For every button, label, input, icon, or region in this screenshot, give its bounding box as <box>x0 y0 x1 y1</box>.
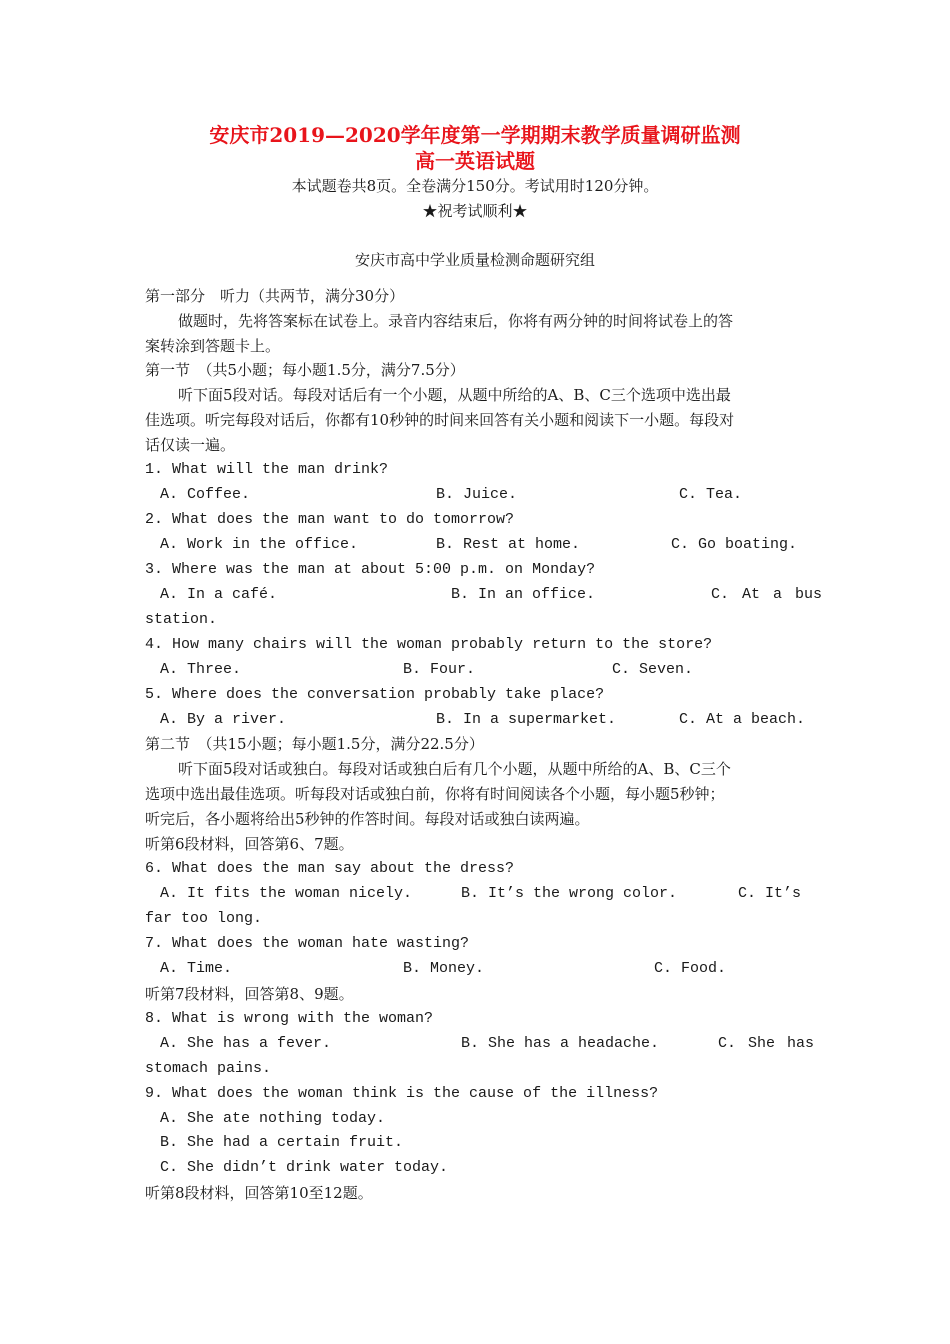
option-a: A. Work in the office. <box>160 536 359 553</box>
option-b: B. Juice. <box>436 486 518 503</box>
question-stem: 9. What does the woman think is the cause of the illness? <box>145 1085 659 1102</box>
option-a: A. It fits the woman nicely. <box>160 885 413 902</box>
exam-wish: ★祝考试顺利★ <box>422 202 528 220</box>
option-c-continued: far too long. <box>145 910 263 927</box>
option-c: C. At a bus <box>711 586 823 603</box>
option-a: A. In a café. <box>160 586 278 603</box>
option-c: C. It’s <box>738 885 802 902</box>
option-a: A. By a river. <box>160 711 287 728</box>
material-heading: 听第8段材料，回答第10至12题。 <box>145 1184 373 1202</box>
option-a: A. Coffee. <box>160 486 251 503</box>
option-c: C. Food. <box>654 960 727 977</box>
question-stem: 8. What is wrong with the woman? <box>145 1010 434 1027</box>
option-c-continued: station. <box>145 611 218 628</box>
exam-subtitle: 高一英语试题 <box>415 149 535 173</box>
section1-intro-line: 话仅读一遍。 <box>145 436 236 454</box>
option-b: B. Money. <box>403 960 485 977</box>
option-a: A. Three. <box>160 661 242 678</box>
part1-intro-line: 案转涂到答题卡上。 <box>145 337 281 355</box>
option-c-continued: stomach pains. <box>145 1060 272 1077</box>
option-b: B. In a supermarket. <box>436 711 617 728</box>
exam-info: 本试题卷共8页。全卷满分150分。考试用时120分钟。 <box>291 177 659 195</box>
option-b: B. She had a certain fruit. <box>160 1134 404 1151</box>
option-b: B. In an office. <box>451 586 596 603</box>
section2-intro-line: 听下面5段对话或独白。每段对话或独白后有几个小题，从题中所给的A、B、C三个 <box>178 760 731 778</box>
question-stem: 3. Where was the man at about 5:00 p.m. on Monday? <box>145 561 596 578</box>
section1-intro-line: 听下面5段对话。每段对话后有一个小题，从题中所给的A、B、C三个选项中选出最 <box>178 386 731 404</box>
option-b: B. Rest at home. <box>436 536 581 553</box>
section1-heading: 第一节 （共5小题；每小题1.5分，满分7.5分） <box>145 361 465 379</box>
question-stem: 1. What will the man drink? <box>145 461 389 478</box>
question-stem: 5. Where does the conversation probably take place? <box>145 686 605 703</box>
section2-heading: 第二节 （共15小题；每小题1.5分，满分22.5分） <box>145 735 484 753</box>
part1-heading: 第一部分 听力（共两节，满分30分） <box>145 287 405 305</box>
option-c: C. She has <box>718 1035 815 1052</box>
question-stem: 6. What does the man say about the dress? <box>145 860 515 877</box>
option-a: A. She has a fever. <box>160 1035 332 1052</box>
option-b: B. It’s the wrong color. <box>461 885 678 902</box>
part1-intro-line: 做题时，先将答案标在试卷上。录音内容结束后，你将有两分钟的时间将试卷上的答 <box>178 312 734 330</box>
option-a: A. Time. <box>160 960 233 977</box>
section2-intro-line: 听完后，各小题将给出5秒钟的作答时间。每段对话或独白读两遍。 <box>145 810 590 828</box>
option-c: C. Go boating. <box>671 536 798 553</box>
question-stem: 2. What does the man want to do tomorrow? <box>145 511 515 528</box>
exam-organization: 安庆市高中学业质量检测命题研究组 <box>354 251 595 269</box>
option-c: C. Tea. <box>679 486 743 503</box>
option-c: C. She didn’t drink water today. <box>160 1159 449 1176</box>
exam-title: 安庆市2019—2020学年度第一学期期末教学质量调研监测 <box>209 123 741 147</box>
option-a: A. She ate nothing today. <box>160 1110 386 1127</box>
material-heading: 听第7段材料，回答第8、9题。 <box>145 985 354 1003</box>
question-stem: 4. How many chairs will the woman probably return to the store? <box>145 636 713 653</box>
option-c: C. Seven. <box>612 661 694 678</box>
question-stem: 7. What does the woman hate wasting? <box>145 935 470 952</box>
option-b: B. Four. <box>403 661 476 678</box>
option-c: C. At a beach. <box>679 711 806 728</box>
material-heading: 听第6段材料，回答第6、7题。 <box>145 835 354 853</box>
section2-intro-line: 选项中选出最佳选项。听每段对话或独白前，你将有时间阅读各个小题，每小题5秒钟； <box>145 785 725 803</box>
section1-intro-line: 佳选项。听完每段对话后，你都有10秒钟的时间来回答有关小题和阅读下一小题。每段对 <box>145 411 735 429</box>
option-b: B. She has a headache. <box>461 1035 660 1052</box>
